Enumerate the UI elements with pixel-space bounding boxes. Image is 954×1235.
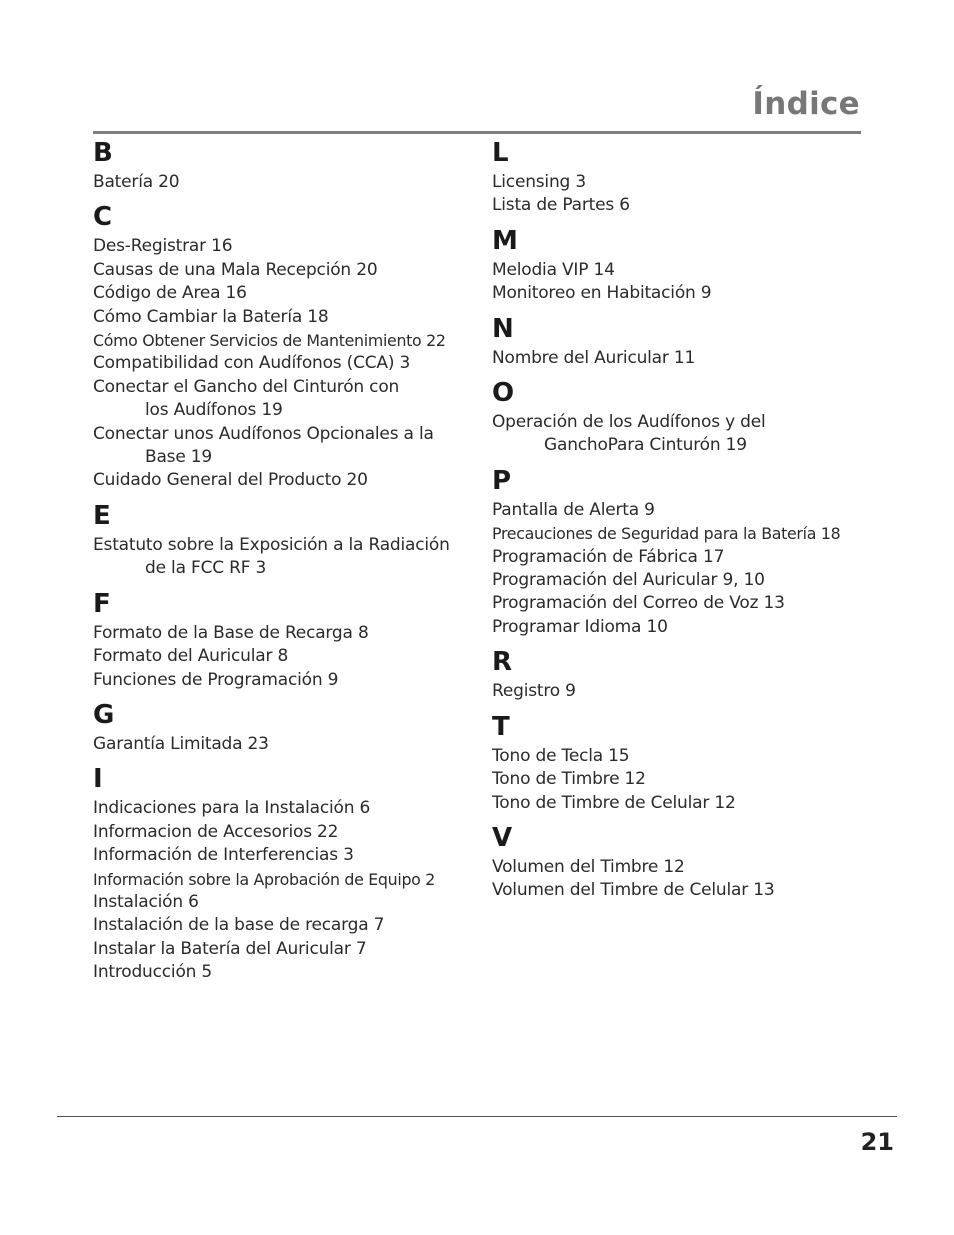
index-entry: Causas de una Mala Recepción 20 xyxy=(93,259,378,280)
index-section-b xyxy=(93,138,473,194)
section-letter: M xyxy=(492,225,518,256)
index-entry: Volumen del Timbre 12 xyxy=(492,856,685,877)
index-entry: Batería 20 xyxy=(93,172,180,192)
index-entry: Monitoreo en Habitación 9 xyxy=(492,283,712,304)
index-section-i xyxy=(93,764,473,984)
index-entry: Conectar el Gancho del Cinturón con xyxy=(93,376,400,397)
index-entry: Tono de Tecla 15 xyxy=(492,745,630,766)
index-section-g xyxy=(93,700,473,756)
index-entry: Lista de Partes 6 xyxy=(492,195,630,216)
index-entry: Informacion de Accesorios 22 xyxy=(93,821,339,842)
index-entry-continuation: de la FCC RF 3 xyxy=(145,558,267,579)
section-letter: B xyxy=(93,138,113,168)
index-entry: Tono de Timbre 12 xyxy=(492,769,646,790)
index-entry: Operación de los Audífonos y del xyxy=(492,412,766,433)
index-section-o xyxy=(492,378,872,458)
section-letter: F xyxy=(93,588,111,619)
top-divider xyxy=(93,131,861,134)
index-entry: Nombre del Auricular 11 xyxy=(492,347,696,368)
index-entry: Precauciones de Seguridad para la Batería 18 xyxy=(492,524,841,544)
index-entry: Pantalla de Alerta 9 xyxy=(492,499,655,520)
index-section-l xyxy=(492,138,872,218)
index-entry: Información sobre la Aprobación de Equipo 2 xyxy=(93,869,436,889)
page-number: 21 xyxy=(860,1128,894,1156)
section-letter: V xyxy=(492,822,513,853)
index-entry: Programación de Fábrica 17 xyxy=(492,546,725,567)
section-letter: R xyxy=(492,647,513,678)
section-letter: N xyxy=(492,313,514,344)
index-entry-continuation: Base 19 xyxy=(145,447,213,468)
index-entry: Garantía Limitada 23 xyxy=(93,733,269,754)
index-section-p xyxy=(492,466,872,639)
index-section-m xyxy=(492,226,872,306)
index-entry: Formato del Auricular 8 xyxy=(93,646,289,667)
index-entry-continuation: GanchoPara Cinturón 19 xyxy=(544,435,747,456)
section-letter: T xyxy=(492,711,510,742)
index-entry: Introducción 5 xyxy=(93,962,213,983)
index-entry: Volumen del Timbre de Celular 13 xyxy=(492,880,775,901)
index-entry: Cómo Obtener Servicios de Mantenimiento 22 xyxy=(93,331,446,351)
section-letter: I xyxy=(93,764,103,795)
index-section-f xyxy=(93,589,473,692)
index-entry: Cuidado General del Producto 20 xyxy=(93,470,368,491)
index-entry: Conectar unos Audífonos Opcionales a la xyxy=(93,423,434,444)
section-letter: P xyxy=(492,465,512,496)
index-entry: Instalación 6 xyxy=(93,891,199,912)
index-entry: Código de Area 16 xyxy=(93,283,247,304)
index-entry: Información de Interferencias 3 xyxy=(93,845,354,866)
index-column-left xyxy=(93,138,473,993)
index-entry: Instalación de la base de recarga 7 xyxy=(93,915,385,936)
index-entry: Programación del Auricular 9, 10 xyxy=(492,570,765,591)
index-entry: Compatibilidad con Audífonos (CCA) 3 xyxy=(93,353,411,374)
section-letter: O xyxy=(492,378,515,409)
bottom-divider xyxy=(57,1116,897,1117)
index-entry: Formato de la Base de Recarga 8 xyxy=(93,622,369,643)
index-section-e xyxy=(93,501,473,581)
index-entry: Cómo Cambiar la Batería 18 xyxy=(93,306,329,327)
section-letter: C xyxy=(93,202,113,233)
index-entry: Instalar la Batería del Auricular 7 xyxy=(93,938,367,959)
index-entry: Licensing 3 xyxy=(492,172,586,192)
page-title: Índice xyxy=(752,86,860,122)
section-letter: E xyxy=(93,500,111,531)
index-entry: Programar Idioma 10 xyxy=(492,616,668,637)
index-column-right xyxy=(492,138,872,911)
index-entry: Funciones de Programación 9 xyxy=(93,669,339,690)
index-section-c xyxy=(93,202,473,492)
index-section-t xyxy=(492,712,872,815)
index-entry-continuation: los Audífonos 19 xyxy=(145,400,283,421)
index-entry: Des-Registrar 16 xyxy=(93,236,233,257)
index-section-r xyxy=(492,647,872,703)
index-entry: Estatuto sobre la Exposición a la Radiación xyxy=(93,534,450,555)
index-entry: Tono de Timbre de Celular 12 xyxy=(492,792,736,813)
index-entry: Registro 9 xyxy=(492,681,576,702)
section-letter: L xyxy=(492,138,509,168)
index-section-n xyxy=(492,314,872,370)
index-entry: Melodia VIP 14 xyxy=(492,259,615,280)
index-entry: Indicaciones para la Instalación 6 xyxy=(93,798,371,819)
section-letter: G xyxy=(93,699,115,730)
index-section-v xyxy=(492,823,872,903)
index-entry: Programación del Correo de Voz 13 xyxy=(492,593,785,614)
